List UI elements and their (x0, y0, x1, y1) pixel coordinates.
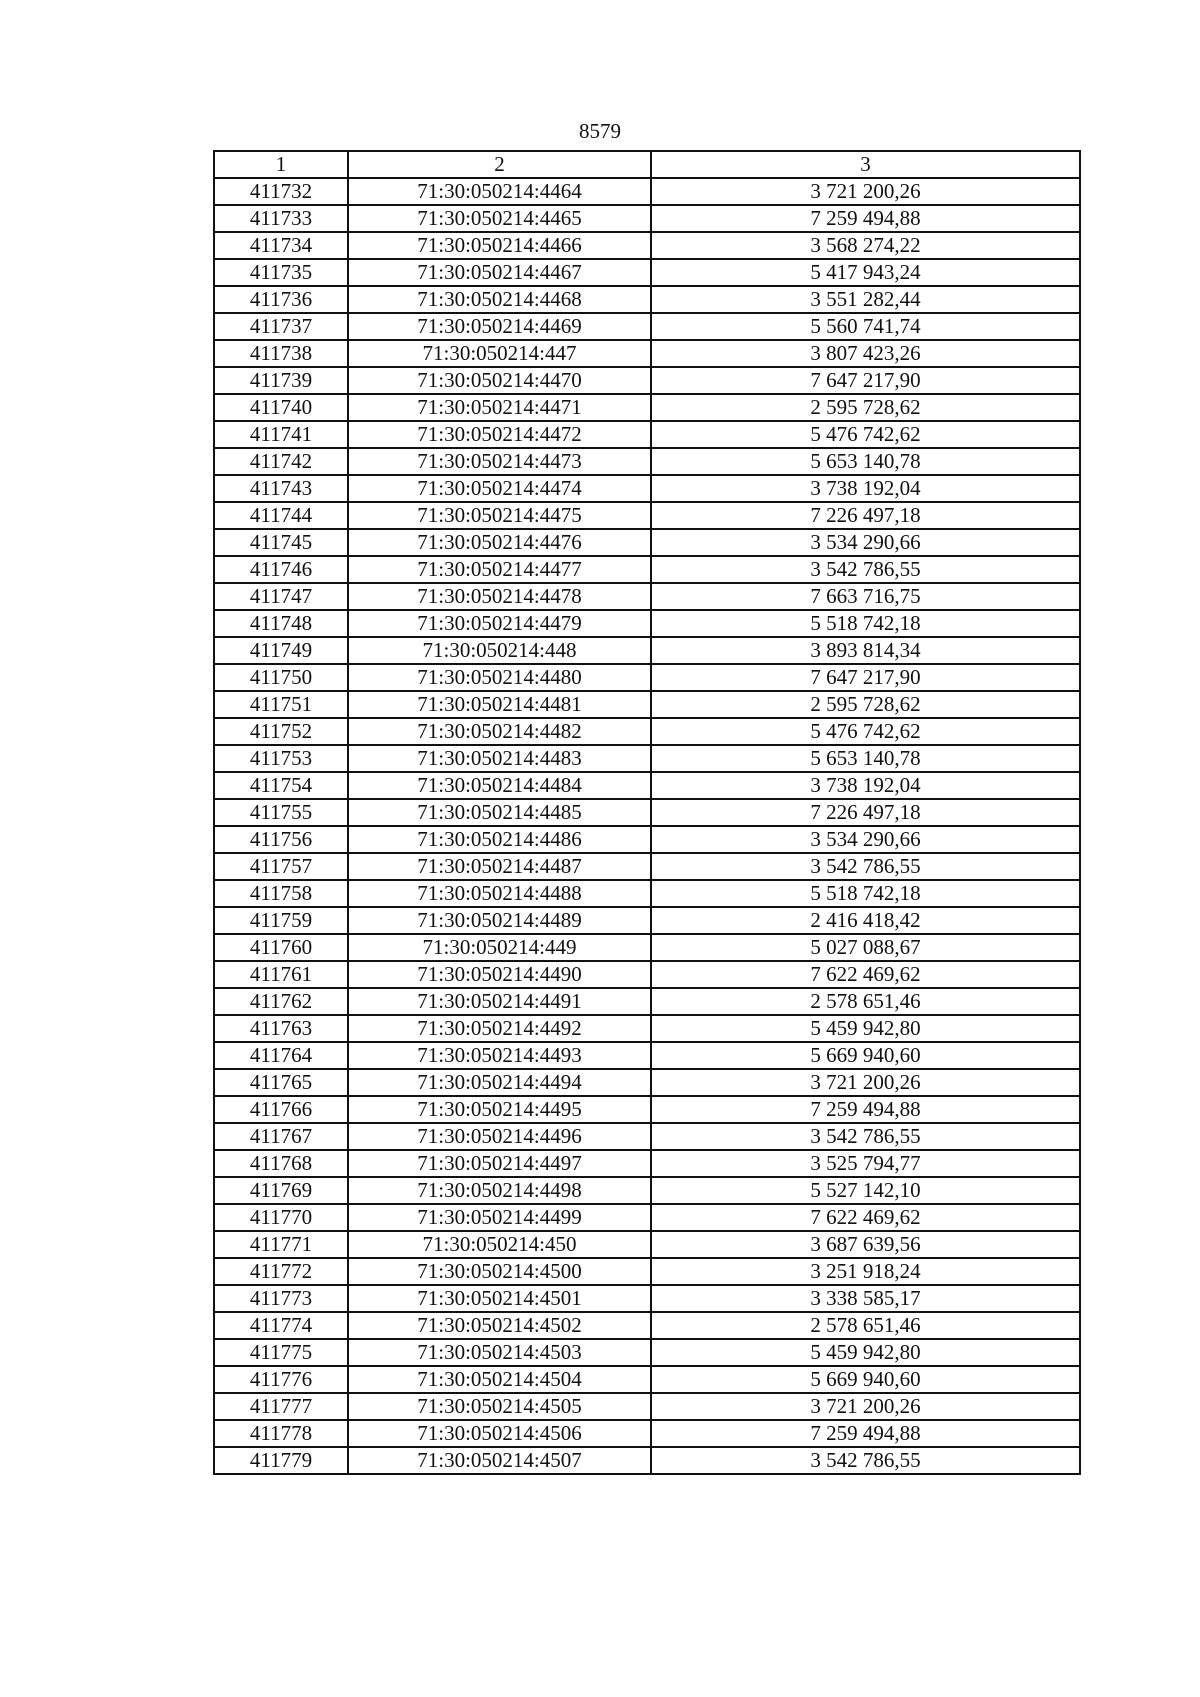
cadastral-value-cell: 2 595 728,62 (651, 691, 1080, 718)
cadastral-number-cell: 71:30:050214:4504 (348, 1366, 651, 1393)
cadastral-value-cell: 5 653 140,78 (651, 448, 1080, 475)
row-number-cell: 411735 (214, 259, 348, 286)
row-number-cell: 411771 (214, 1231, 348, 1258)
cadastral-number-cell: 71:30:050214:4492 (348, 1015, 651, 1042)
table-row (214, 1042, 1080, 1069)
table-row (214, 691, 1080, 718)
cadastral-number-cell: 71:30:050214:4473 (348, 448, 651, 475)
cadastral-number-cell: 71:30:050214:4505 (348, 1393, 651, 1420)
cadastral-value-cell: 3 338 585,17 (651, 1285, 1080, 1312)
cadastral-number-cell: 71:30:050214:4472 (348, 421, 651, 448)
cadastral-value-cell: 3 542 786,55 (651, 1123, 1080, 1150)
cadastral-value-cell: 5 476 742,62 (651, 421, 1080, 448)
cadastral-value-cell: 3 525 794,77 (651, 1150, 1080, 1177)
cadastral-value-cell: 3 738 192,04 (651, 475, 1080, 502)
table-row (214, 664, 1080, 691)
cadastral-value-cell: 5 459 942,80 (651, 1339, 1080, 1366)
cadastral-number-cell: 71:30:050214:4500 (348, 1258, 651, 1285)
cadastral-number-cell: 71:30:050214:4493 (348, 1042, 651, 1069)
cadastral-number-cell: 71:30:050214:4480 (348, 664, 651, 691)
row-number-cell: 411767 (214, 1123, 348, 1150)
row-number-cell: 411751 (214, 691, 348, 718)
row-number-cell: 411778 (214, 1420, 348, 1447)
cadastral-number-cell: 71:30:050214:448 (348, 637, 651, 664)
row-number-cell: 411756 (214, 826, 348, 853)
cadastral-value-cell: 7 259 494,88 (651, 205, 1080, 232)
cadastral-number-cell: 71:30:050214:4481 (348, 691, 651, 718)
table-row (214, 826, 1080, 853)
row-number-cell: 411746 (214, 556, 348, 583)
page-number: 8579 (579, 119, 621, 143)
cadastral-number-cell: 71:30:050214:4469 (348, 313, 651, 340)
row-number-cell: 411758 (214, 880, 348, 907)
cadastral-number-cell: 71:30:050214:4491 (348, 988, 651, 1015)
cadastral-value-cell: 7 622 469,62 (651, 1204, 1080, 1231)
column-header-1: 1 (214, 151, 348, 178)
table-body (214, 178, 1080, 1474)
row-number-cell: 411748 (214, 610, 348, 637)
cadastral-value-cell: 7 622 469,62 (651, 961, 1080, 988)
table-row (214, 556, 1080, 583)
row-number-cell: 411738 (214, 340, 348, 367)
cadastral-value-cell: 7 226 497,18 (651, 799, 1080, 826)
table-row (214, 583, 1080, 610)
row-number-cell: 411736 (214, 286, 348, 313)
row-number-cell: 411770 (214, 1204, 348, 1231)
table-row (214, 1015, 1080, 1042)
cadastral-value-cell: 3 687 639,56 (651, 1231, 1080, 1258)
cadastral-value-cell: 3 542 786,55 (651, 1447, 1080, 1474)
table-row (214, 1312, 1080, 1339)
cadastral-value-cell: 3 534 290,66 (651, 826, 1080, 853)
table-row (214, 880, 1080, 907)
table-row (214, 610, 1080, 637)
cadastral-number-cell: 71:30:050214:4484 (348, 772, 651, 799)
cadastral-number-cell: 71:30:050214:4499 (348, 1204, 651, 1231)
cadastral-value-cell: 7 663 716,75 (651, 583, 1080, 610)
table-row (214, 205, 1080, 232)
row-number-cell: 411733 (214, 205, 348, 232)
table-row (214, 961, 1080, 988)
row-number-cell: 411754 (214, 772, 348, 799)
cadastral-value-cell: 3 551 282,44 (651, 286, 1080, 313)
row-number-cell: 411779 (214, 1447, 348, 1474)
cadastral-value-table (213, 150, 1081, 1475)
table-row (214, 1258, 1080, 1285)
cadastral-number-cell: 71:30:050214:4488 (348, 880, 651, 907)
cadastral-value-cell: 7 259 494,88 (651, 1420, 1080, 1447)
cadastral-value-cell: 2 595 728,62 (651, 394, 1080, 421)
cadastral-number-cell: 71:30:050214:4503 (348, 1339, 651, 1366)
table-row (214, 853, 1080, 880)
cadastral-number-cell: 71:30:050214:4495 (348, 1096, 651, 1123)
row-number-cell: 411763 (214, 1015, 348, 1042)
table-row (214, 1096, 1080, 1123)
row-number-cell: 411772 (214, 1258, 348, 1285)
cadastral-value-cell: 5 669 940,60 (651, 1366, 1080, 1393)
cadastral-value-cell: 5 459 942,80 (651, 1015, 1080, 1042)
table-row (214, 232, 1080, 259)
table-row (214, 340, 1080, 367)
row-number-cell: 411759 (214, 907, 348, 934)
table-row (214, 637, 1080, 664)
cadastral-number-cell: 71:30:050214:4465 (348, 205, 651, 232)
cadastral-number-cell: 71:30:050214:4470 (348, 367, 651, 394)
cadastral-value-cell: 5 518 742,18 (651, 880, 1080, 907)
row-number-cell: 411769 (214, 1177, 348, 1204)
table-row (214, 934, 1080, 961)
column-header-3: 3 (651, 151, 1080, 178)
cadastral-value-cell: 3 721 200,26 (651, 178, 1080, 205)
cadastral-value-cell: 3 542 786,55 (651, 853, 1080, 880)
cadastral-value-cell: 3 534 290,66 (651, 529, 1080, 556)
table-row (214, 907, 1080, 934)
table-row (214, 502, 1080, 529)
row-number-cell: 411774 (214, 1312, 348, 1339)
cadastral-value-cell: 7 226 497,18 (651, 502, 1080, 529)
cadastral-value-cell: 7 647 217,90 (651, 664, 1080, 691)
row-number-cell: 411761 (214, 961, 348, 988)
row-number-cell: 411766 (214, 1096, 348, 1123)
row-number-cell: 411745 (214, 529, 348, 556)
cadastral-value-cell: 3 251 918,24 (651, 1258, 1080, 1285)
cadastral-value-cell: 5 653 140,78 (651, 745, 1080, 772)
row-number-cell: 411768 (214, 1150, 348, 1177)
cadastral-number-cell: 71:30:050214:4486 (348, 826, 651, 853)
cadastral-number-cell: 71:30:050214:4487 (348, 853, 651, 880)
row-number-cell: 411777 (214, 1393, 348, 1420)
cadastral-value-cell: 5 476 742,62 (651, 718, 1080, 745)
row-number-cell: 411762 (214, 988, 348, 1015)
table-row (214, 1393, 1080, 1420)
cadastral-number-cell: 71:30:050214:4475 (348, 502, 651, 529)
row-number-cell: 411737 (214, 313, 348, 340)
cadastral-number-cell: 71:30:050214:4466 (348, 232, 651, 259)
table-row (214, 1177, 1080, 1204)
table-row (214, 1231, 1080, 1258)
table-row (214, 286, 1080, 313)
row-number-cell: 411752 (214, 718, 348, 745)
row-number-cell: 411741 (214, 421, 348, 448)
table-row (214, 421, 1080, 448)
row-number-cell: 411753 (214, 745, 348, 772)
row-number-cell: 411773 (214, 1285, 348, 1312)
table-row (214, 1339, 1080, 1366)
cadastral-value-cell: 3 568 274,22 (651, 232, 1080, 259)
cadastral-number-cell: 71:30:050214:4497 (348, 1150, 651, 1177)
table-row (214, 988, 1080, 1015)
cadastral-number-cell: 71:30:050214:4482 (348, 718, 651, 745)
cadastral-value-cell: 5 560 741,74 (651, 313, 1080, 340)
column-header-2: 2 (348, 151, 651, 178)
row-number-cell: 411749 (214, 637, 348, 664)
cadastral-number-cell: 71:30:050214:4507 (348, 1447, 651, 1474)
cadastral-number-cell: 71:30:050214:4496 (348, 1123, 651, 1150)
row-number-cell: 411775 (214, 1339, 348, 1366)
cadastral-number-cell: 71:30:050214:4498 (348, 1177, 651, 1204)
table-row (214, 259, 1080, 286)
cadastral-value-cell: 5 027 088,67 (651, 934, 1080, 961)
table-row (214, 1069, 1080, 1096)
table-row (214, 799, 1080, 826)
row-number-cell: 411764 (214, 1042, 348, 1069)
cadastral-number-cell: 71:30:050214:4468 (348, 286, 651, 313)
cadastral-value-cell: 3 893 814,34 (651, 637, 1080, 664)
row-number-cell: 411739 (214, 367, 348, 394)
row-number-cell: 411742 (214, 448, 348, 475)
cadastral-value-cell: 3 721 200,26 (651, 1393, 1080, 1420)
cadastral-number-cell: 71:30:050214:4490 (348, 961, 651, 988)
table-row (214, 394, 1080, 421)
table-row (214, 1447, 1080, 1474)
cadastral-value-cell: 7 647 217,90 (651, 367, 1080, 394)
cadastral-number-cell: 71:30:050214:4477 (348, 556, 651, 583)
row-number-cell: 411757 (214, 853, 348, 880)
table-row (214, 718, 1080, 745)
row-number-cell: 411734 (214, 232, 348, 259)
cadastral-number-cell: 71:30:050214:4474 (348, 475, 651, 502)
table-row (214, 529, 1080, 556)
cadastral-number-cell: 71:30:050214:4478 (348, 583, 651, 610)
cadastral-number-cell: 71:30:050214:4494 (348, 1069, 651, 1096)
row-number-cell: 411765 (214, 1069, 348, 1096)
cadastral-value-cell: 3 807 423,26 (651, 340, 1080, 367)
table-row (214, 772, 1080, 799)
row-number-cell: 411744 (214, 502, 348, 529)
cadastral-number-cell: 71:30:050214:449 (348, 934, 651, 961)
cadastral-number-cell: 71:30:050214:4483 (348, 745, 651, 772)
table-row (214, 448, 1080, 475)
row-number-cell: 411740 (214, 394, 348, 421)
cadastral-number-cell: 71:30:050214:4479 (348, 610, 651, 637)
table-row (214, 1150, 1080, 1177)
row-number-cell: 411747 (214, 583, 348, 610)
row-number-cell: 411732 (214, 178, 348, 205)
table-row (214, 1366, 1080, 1393)
cadastral-value-cell: 3 721 200,26 (651, 1069, 1080, 1096)
cadastral-value-cell: 5 417 943,24 (651, 259, 1080, 286)
cadastral-number-cell: 71:30:050214:4489 (348, 907, 651, 934)
table-header-row (214, 151, 1080, 178)
row-number-cell: 411750 (214, 664, 348, 691)
table-row (214, 178, 1080, 205)
row-number-cell: 411760 (214, 934, 348, 961)
table-row (214, 367, 1080, 394)
cadastral-number-cell: 71:30:050214:4467 (348, 259, 651, 286)
cadastral-value-cell: 2 416 418,42 (651, 907, 1080, 934)
cadastral-value-cell: 3 738 192,04 (651, 772, 1080, 799)
table-row (214, 475, 1080, 502)
cadastral-number-cell: 71:30:050214:450 (348, 1231, 651, 1258)
row-number-cell: 411743 (214, 475, 348, 502)
cadastral-number-cell: 71:30:050214:4506 (348, 1420, 651, 1447)
cadastral-value-cell: 5 669 940,60 (651, 1042, 1080, 1069)
cadastral-value-cell: 5 518 742,18 (651, 610, 1080, 637)
table-row (214, 1204, 1080, 1231)
row-number-cell: 411755 (214, 799, 348, 826)
cadastral-value-cell: 2 578 651,46 (651, 988, 1080, 1015)
row-number-cell: 411776 (214, 1366, 348, 1393)
table-row (214, 745, 1080, 772)
cadastral-number-cell: 71:30:050214:4471 (348, 394, 651, 421)
cadastral-value-cell: 7 259 494,88 (651, 1096, 1080, 1123)
table-row (214, 1123, 1080, 1150)
cadastral-number-cell: 71:30:050214:4476 (348, 529, 651, 556)
cadastral-number-cell: 71:30:050214:4485 (348, 799, 651, 826)
cadastral-value-cell: 5 527 142,10 (651, 1177, 1080, 1204)
table-row (214, 313, 1080, 340)
cadastral-value-cell: 3 542 786,55 (651, 556, 1080, 583)
cadastral-value-cell: 2 578 651,46 (651, 1312, 1080, 1339)
table-row (214, 1420, 1080, 1447)
cadastral-number-cell: 71:30:050214:4502 (348, 1312, 651, 1339)
cadastral-number-cell: 71:30:050214:4464 (348, 178, 651, 205)
table-row (214, 1285, 1080, 1312)
cadastral-number-cell: 71:30:050214:447 (348, 340, 651, 367)
cadastral-number-cell: 71:30:050214:4501 (348, 1285, 651, 1312)
